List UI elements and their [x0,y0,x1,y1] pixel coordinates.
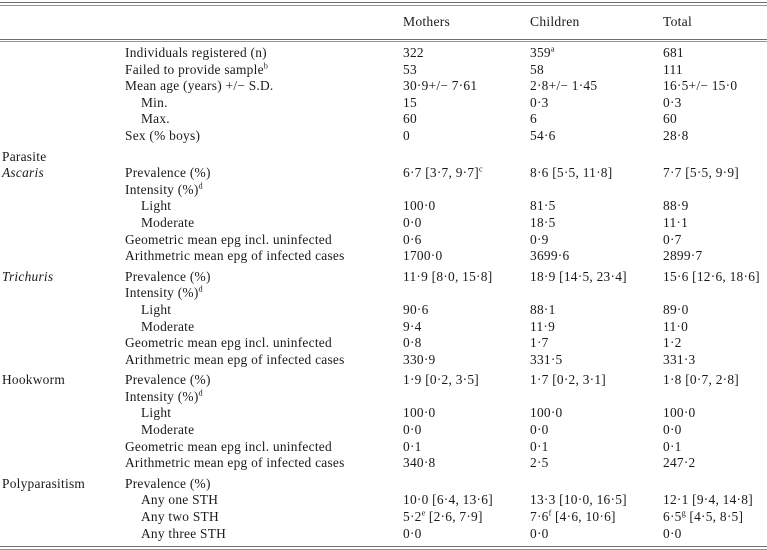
row-group-label [2,128,125,145]
row-group-label [2,335,125,352]
table-row [0,232,767,249]
table-row [0,335,767,352]
table-row [0,198,767,215]
value-cell-children: 3699·6 [530,248,570,264]
column-header-mothers: Mothers [403,14,451,29]
row-group-label [2,389,125,406]
row-label: Sex (% boys) [125,127,201,143]
row-label: Light [141,405,172,421]
value-cell-children: 0·0 [530,525,549,541]
column-header-children: Children [530,14,580,29]
value-cell-mothers [403,149,530,166]
value-cell-total: 681 [663,45,684,60]
value-cell-children: 0·1 [530,438,549,454]
value-cell-mothers: 6·7 [3·7, 9·7]$^c$ [403,164,483,181]
row-group-label [2,405,125,422]
value-cell-mothers: 100·0 [403,198,436,214]
value-cell-total: 1·2 [663,335,682,351]
value-cell-total: 0·1 [663,438,682,454]
value-cell-total: 12·1 [9·4, 14·8] [663,492,753,508]
row-label: Light [141,301,172,317]
row-label: Arithmetric mean epg of infected cases [125,351,345,367]
value-cell-children: 81·5 [530,198,556,214]
row-group-label: Hookworm [2,372,65,388]
value-cell-total: 1·8 [0·7, 2·8] [663,372,740,388]
table-row [0,509,767,526]
value-cell-children: $7\cdot 6^f$ [4·6, 10·6] [530,508,616,525]
row-group-label [2,319,125,336]
value-cell-children: 1·7 [0·2, 3·1] [530,372,607,388]
table-row [0,128,767,145]
table-row [0,472,767,493]
row-label: Prevalence (%) [125,268,211,284]
value-cell-total: 60 [663,111,677,127]
row-group-label [2,509,125,526]
value-cell-children: 6 [530,111,537,127]
value-cell-total: 100·0 [663,405,696,421]
row-label: Any two STH [141,509,219,525]
value-cell-children: 54·6 [530,127,556,143]
value-cell-mothers: 1·9 [0·2, 3·5] [403,372,480,388]
row-label: Any three STH [141,525,227,541]
value-cell-total: 0·3 [663,94,682,110]
value-cell-children: 359$^a$ [530,44,555,60]
bottom-double-rule [0,546,767,550]
table-row [0,352,767,369]
table-row [0,389,767,406]
row-label [125,149,403,166]
row-group-label [2,302,125,319]
value-cell-mothers: $5\cdot 2^e$ [2·6, 7·9] [403,508,483,525]
row-label: Any one STH [141,492,219,508]
value-cell-total: 0·0 [663,525,682,541]
value-cell-mothers: 0·0 [403,422,422,438]
value-cell-children: 331·5 [530,351,563,367]
row-label: Intensity (%)$^d$ [125,388,203,404]
value-cell-total: 7·7 [5·5, 9·9] [663,165,740,181]
table-row [0,111,767,128]
row-label: Geometric mean epg incl. uninfected [125,438,332,454]
row-label: Arithmetric mean epg of infected cases [125,455,345,471]
value-cell-children: 0·0 [530,422,549,438]
row-label: Geometric mean epg incl. uninfected [125,335,332,351]
value-cell-mothers: 60 [403,111,417,127]
row-label: Arithmetric mean epg of infected cases [125,248,345,264]
row-group-label: Trichuris [2,268,54,284]
row-group-label [2,78,125,95]
value-cell-mothers: 340·8 [403,455,436,471]
table-row [0,405,767,422]
value-cell-total [663,149,767,166]
table-row [0,422,767,439]
value-cell-total: 0·0 [663,422,682,438]
value-cell-children: 11·9 [530,318,556,334]
value-cell-mothers [403,389,530,406]
header-spacer-group [2,14,125,30]
row-group-label [2,526,125,543]
table-row [0,215,767,232]
value-cell-mothers: 1700·0 [403,248,443,264]
value-cell-total: 331·3 [663,351,696,367]
value-cell-mothers: 330·9 [403,351,436,367]
value-cell-total [663,285,767,302]
row-group-label [2,45,125,62]
value-cell-mothers [403,285,530,302]
value-cell-children [530,182,663,199]
row-group-label: Polyparasitism [2,475,86,491]
value-cell-children: 2·8+/− 1·45 [530,78,598,94]
row-label: Prevalence (%) [125,475,211,491]
value-cell-children: 0·3 [530,94,549,110]
value-cell-children: 1·7 [530,335,549,351]
row-group-label [2,492,125,509]
value-cell-total [663,389,767,406]
value-cell-children: 2·5 [530,455,549,471]
row-label: Moderate [141,318,195,334]
value-cell-mothers [403,182,530,199]
value-cell-total: 0·7 [663,231,682,247]
row-label: Light [141,198,172,214]
row-group-label [2,422,125,439]
table-row [0,368,767,389]
value-cell-children: 8·6 [5·5, 11·8] [530,165,613,181]
row-group-label [2,95,125,112]
value-cell-mothers [403,476,530,493]
value-cell-mothers: 30·9+/− 7·61 [403,78,478,94]
table-header [0,6,767,39]
value-cell-children: 18·5 [530,214,556,230]
value-cell-mothers: 0·0 [403,214,422,230]
table-row [0,45,767,62]
value-cell-mothers: 11·9 [8·0, 15·8] [403,268,493,284]
value-cell-mothers: 53 [403,61,417,77]
row-group-label [2,62,125,79]
value-cell-total: $6\cdot 5^g$ [4·5, 8·5] [663,508,744,525]
header-spacer-label [125,14,403,30]
value-cell-children: 13·3 [10·0, 16·5] [530,492,627,508]
value-cell-children: 100·0 [530,405,563,421]
table-row [0,165,767,182]
row-group-label: Ascaris [2,165,44,181]
value-cell-children: 58 [530,61,544,77]
table-row [0,319,767,336]
value-cell-children [530,476,663,493]
table-row [0,302,767,319]
value-cell-children: 88·1 [530,301,556,317]
table-row [0,248,767,265]
table-row [0,439,767,456]
row-label: Moderate [141,422,195,438]
value-cell-mothers: 0 [403,127,410,143]
row-group-label [2,182,125,199]
row-label: Mean age (years) +/− S.D. [125,78,274,94]
value-cell-total: 11·0 [663,318,689,334]
value-cell-total: 2899·7 [663,248,703,264]
row-group-label: Parasite [2,148,47,164]
value-cell-children [530,285,663,302]
value-cell-children [530,149,663,166]
table-row [0,95,767,112]
value-cell-total: 111 [663,61,683,77]
table-row [0,526,767,543]
value-cell-mothers: 90·6 [403,301,429,317]
value-cell-children: 18·9 [14·5, 23·4] [530,268,627,284]
value-cell-mothers: 10·0 [6·4, 13·6] [403,492,493,508]
table-row [0,145,767,166]
value-cell-mothers: 9·4 [403,318,422,334]
row-label: Max. [141,111,170,127]
table-row [0,455,767,472]
value-cell-mothers: 15 [403,94,417,110]
row-label: Moderate [141,214,195,230]
row-group-label [2,111,125,128]
table-row [0,182,767,199]
value-cell-total [663,182,767,199]
value-cell-total: 11·1 [663,214,689,230]
table-body [0,42,767,546]
row-label: Individuals registered (n) [125,45,267,60]
row-label: Intensity (%)$^d$ [125,284,203,301]
value-cell-mothers: 322 [403,45,424,60]
value-cell-total [663,476,767,493]
value-cell-mothers: 0·1 [403,438,422,454]
row-label: Intensity (%)$^d$ [125,181,203,197]
row-group-label [2,215,125,232]
value-cell-mothers: 0·8 [403,335,422,351]
row-group-label [2,285,125,302]
row-group-label [2,455,125,472]
row-group-label [2,248,125,265]
table-row [0,285,767,302]
row-label: Prevalence (%) [125,165,211,181]
row-group-label [2,352,125,369]
value-cell-mothers: 100·0 [403,405,436,421]
value-cell-total: 247·2 [663,455,696,471]
table-row [0,265,767,286]
value-cell-children: 0·9 [530,231,549,247]
value-cell-total: 89·0 [663,301,689,317]
value-cell-children [530,389,663,406]
table-row [0,492,767,509]
row-group-label [2,232,125,249]
value-cell-total: 28·8 [663,127,689,143]
table-row [0,78,767,95]
value-cell-total: 16·5+/− 15·0 [663,78,738,94]
table-row [0,62,767,79]
row-label: Geometric mean epg incl. uninfected [125,231,332,247]
row-group-label [2,439,125,456]
value-cell-mothers: 0·6 [403,231,422,247]
value-cell-total: 15·6 [12·6, 18·6] [663,268,760,284]
row-label: Prevalence (%) [125,372,211,388]
value-cell-total: 88·9 [663,198,689,214]
row-group-label [2,198,125,215]
column-header-total: Total [663,14,692,29]
row-label: Failed to provide sample$^b$ [125,61,268,77]
row-label: Min. [141,94,168,110]
value-cell-mothers: 0·0 [403,525,422,541]
